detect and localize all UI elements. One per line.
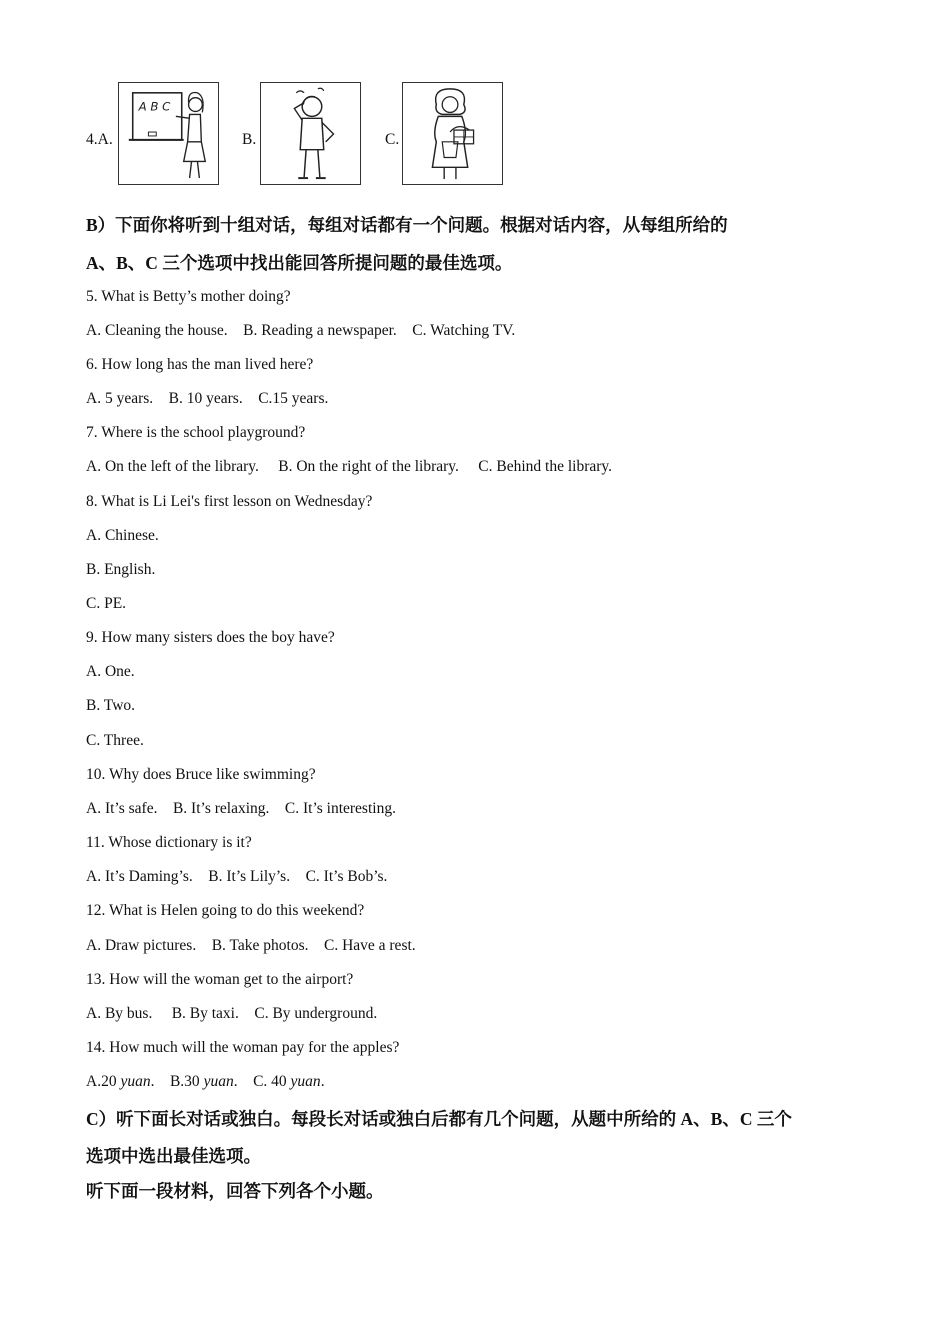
q8-question: 8. What is Li Lei's first lesson on Wednesday?	[86, 493, 373, 510]
q6-options: A. 5 years. B. 10 years. C.15 years.	[86, 390, 329, 407]
q14-option-c-amount: C. 40	[253, 1073, 291, 1090]
q14-period-c: .	[320, 1073, 325, 1090]
q8-option-a: A. Chinese.	[86, 527, 159, 544]
q10-question: 10. Why does Bruce like swimming?	[86, 766, 316, 783]
q9-question: 9. How many sisters does the boy have?	[86, 629, 335, 646]
q9-option-b: B. Two.	[86, 697, 136, 714]
q5-question: 5. What is Betty’s mother doing?	[86, 288, 291, 305]
q14-unit-b: yuan	[203, 1073, 234, 1090]
section-c-heading-line1: C）听下面长对话或独白。每段长对话或独白后都有几个问题，从题中所给的 A、B、C 三个	[86, 1109, 792, 1129]
teacher-picture	[118, 82, 219, 185]
q14-option-a-amount: A.20	[86, 1073, 121, 1090]
q8-option-b: B. English.	[86, 561, 156, 578]
q8-option-c: C. PE.	[86, 595, 127, 612]
q11-options: A. It’s Daming’s. B. It’s Lily’s. C. It’s Bob’s.	[86, 868, 388, 885]
q9-option-a: A. One.	[86, 663, 135, 680]
q13-options: A. By bus. B. By taxi. C. By underground.	[86, 1005, 378, 1022]
q10-options: A. It’s safe. B. It’s relaxing. C. It’s interesting.	[86, 800, 396, 817]
q14-unit-c: yuan	[290, 1073, 321, 1090]
q13-question: 13. How will the woman get to the airport?	[86, 971, 354, 988]
q6-question: 6. How long has the man lived here?	[86, 356, 314, 373]
woman-basket-picture	[402, 82, 503, 185]
q14-question: 14. How much will the woman pay for the apples?	[86, 1039, 400, 1056]
q14-option-b-amount: B.30	[169, 1073, 204, 1090]
section-c-instruction: 听下面一段材料，回答下列各个小题。	[86, 1181, 384, 1201]
section-c-heading-line2: 选项中选出最佳选项。	[86, 1146, 261, 1166]
section-b-heading-line2: A、B、C 三个选项中找出能回答所提问题的最佳选项。	[86, 253, 513, 273]
q11-question: 11. Whose dictionary is it?	[86, 834, 252, 851]
q14-unit-a: yuan	[120, 1073, 151, 1090]
q12-options: A. Draw pictures. B. Take photos. C. Have a rest.	[86, 937, 416, 954]
board-text: A B C	[138, 99, 171, 114]
q14-period-b: .	[233, 1073, 238, 1090]
sick-boy-picture	[260, 82, 361, 185]
section-b-heading-line1: B）下面你将听到十组对话，每组对话都有一个问题。根据对话内容，从每组所给的	[86, 215, 728, 235]
q5-options: A. Cleaning the house. B. Reading a newspaper. C. Watching TV.	[86, 322, 516, 339]
q4-option-b-label: B.	[242, 131, 257, 148]
q9-option-c: C. Three.	[86, 732, 144, 749]
q7-options: A. On the left of the library. B. On the right of the library. C. Behind the library.	[86, 458, 613, 475]
q4-option-c-label: C.	[385, 131, 400, 148]
q7-question: 7. Where is the school playground?	[86, 424, 306, 441]
q14-options	[86, 1073, 325, 1091]
q12-question: 12. What is Helen going to do this weekend?	[86, 902, 365, 919]
q14-period-a: .	[150, 1073, 155, 1090]
q4-option-a-label: 4.A.	[86, 131, 113, 148]
